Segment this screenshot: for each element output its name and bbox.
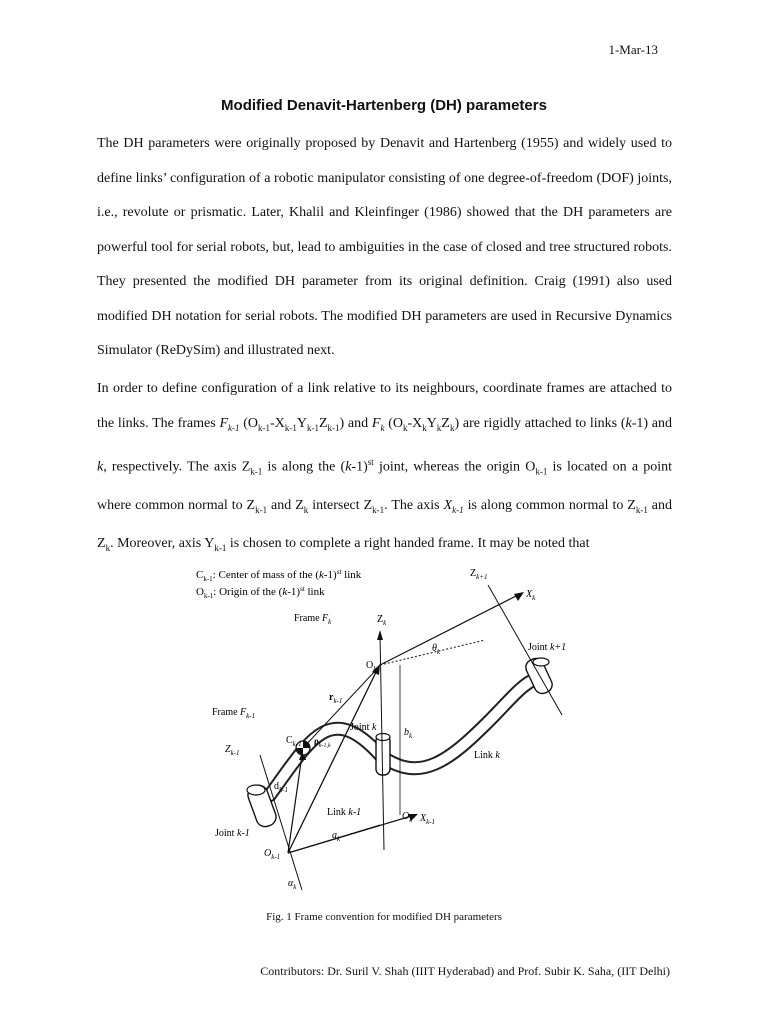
label-rk-1: $r_{k-1}$ xyxy=(329,692,343,705)
label-o-prime-k: $O_k$ xyxy=(402,811,413,824)
label-theta: $\theta_k$ xyxy=(432,643,441,656)
label-alpha: $\alpha_k$ xyxy=(288,878,297,891)
label-link-k-1: Link k-1 xyxy=(327,807,362,818)
label-zk: $Z_k$ xyxy=(377,614,387,627)
paragraph-intro: The DH parameters were originally proposed by Denavit and Hartenberg (1955) and widely used to define links’ configuration of a robotic manipulator consisting of one degree-of-freedom (DOF) joints, i.e., revolute or prismatic. Later, Khalil and Kleinfinger (1986) showed that the DH parameters are powerful tool for serial robots, but, lead to ambiguities in the case of closed and tree structured robots. They presented the modified DH parameter from its original definition. Craig (1991) also used modified DH notation for serial robots. The modified DH parameters are used in Recursive Dynamics Simulator (ReDySim) and illustrated next. xyxy=(97,136,672,358)
label-dk-1: $d_{k-1}$ xyxy=(274,781,288,794)
label-joint-k-1: Joint k-1 xyxy=(215,828,250,839)
footer-contributors: Contributors: Dr. Suril V. Shah (IIIT Hyderabad) and Prof. Subir K. Saha, (IIT Delhi) xyxy=(260,964,670,978)
dh-frame-figure xyxy=(190,560,570,905)
label-ck-1: $C_{k-1}$ xyxy=(286,735,302,748)
label-joint-k: Joint k xyxy=(350,722,377,733)
label-link-k: Link k xyxy=(474,750,500,761)
label-ok-1: $O_{k-1}$ xyxy=(264,848,281,861)
label-zk+1: $Z_{k+1}$ xyxy=(470,568,488,581)
label-joint-k+1: Joint k+1 xyxy=(528,642,567,653)
label-frame-fk: Frame $F_k$ xyxy=(294,613,332,626)
page-title: Modified Denavit-Hartenberg (DH) parameters xyxy=(221,97,547,114)
label-ok: $O_k$ xyxy=(366,660,377,673)
legend-origin: $O_{k-1}$: Origin of the $(k-1)^{st}$ link xyxy=(196,585,325,600)
label-xk: $X_k$ xyxy=(526,589,536,602)
label-xk-1: $X_{k-1}$ xyxy=(420,813,436,826)
legend-com: $C_{k-1}$: Center of mass of the $(k-1)^{st}$ link xyxy=(196,568,362,583)
label-zk-1: $Z_{k-1}$ xyxy=(225,744,240,757)
paragraph-frames: In order to define configuration of a link relative to its neighbours, coordinate frames are attached to the links. The frames $F_{k-1}$ $(O_{k-1}-X_{k-1}Y_{k-1}Z_{k-1})$ and $F_k$ $(O_k-X_kY_kZ_k)$ are rigidly attached to links (k-1) and k, respectively. The axis $Z_{k-1}$ is along the $(k-1)^{st}$ joint, whereas the origin $O_{k-1}$ is located on a point where common normal to $Z_{k-1}$ and $Z_k$ intersect $Z_{k-1}$. The axis $X_{k-1}$ is along common normal to $Z_{k-1}$ and $Z_k$. Moreover, axis $Y_{k-1}$ is chosen to complete a right handed frame. It may be noted that xyxy=(97,381,673,553)
label-frame-fk-1: Frame $F_{k-1}$ xyxy=(212,707,256,720)
label-bk: $b_k$ xyxy=(404,727,413,740)
header-date: 1-Mar-13 xyxy=(608,42,658,57)
figure-caption: Fig. 1 Frame convention for modified DH parameters xyxy=(266,911,502,923)
label-ak: $a_k$ xyxy=(332,830,341,843)
joint-k-cylinder xyxy=(376,734,390,776)
label-rho: $\rho_{k-1,k}$ xyxy=(314,736,331,749)
